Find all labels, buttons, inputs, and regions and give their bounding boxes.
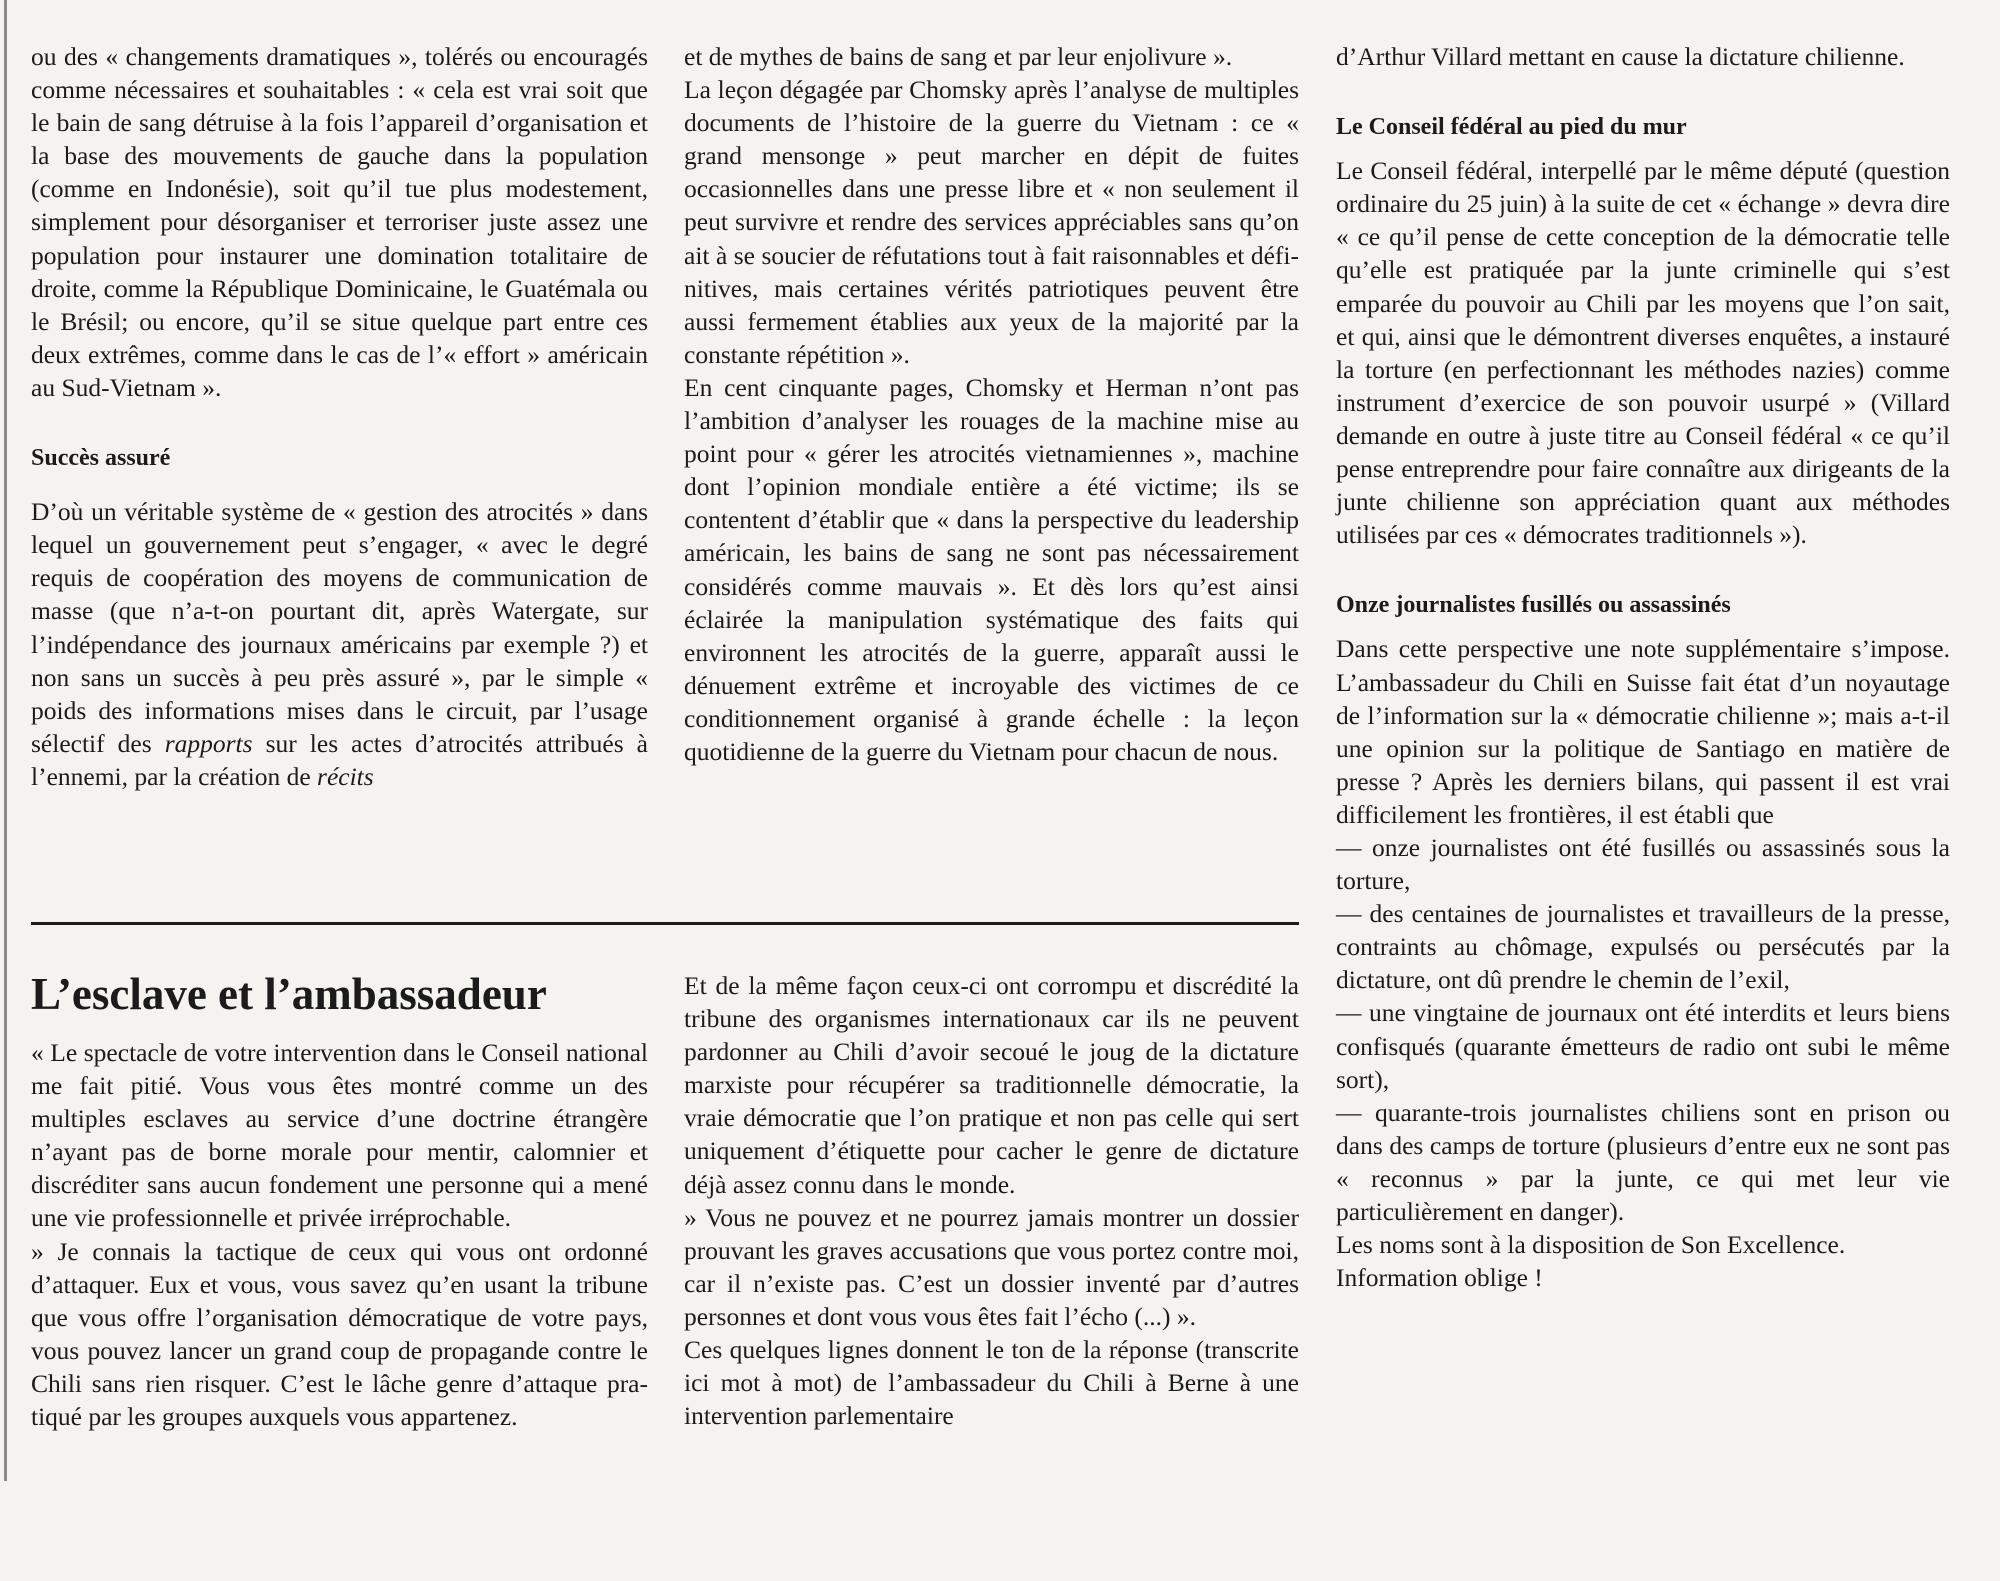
column-2-top	[684, 40, 1299, 768]
paragraph: Et de la même façon ceux-ci ont corrompu et discrédité la tribune des organismes internationaux car ils ne peuvent pardonner au Chili d’avoir secoué le joug de la dictature marxiste pour récupérer sa traditionnelle démocratie, la vraie démocratie que l’on pratique et non pas celle qui sert uniquement d’étiquette pour cacher le genre de dictature déjà assez connu dans le monde.	[684, 971, 1299, 1199]
subheading-onze-journalistes: Onze journalistes fusillés ou assassinés	[1336, 592, 1731, 619]
paragraph: Dans cette perspective une note supplémentaire s’impose. L’ambassadeur du Chili en Suisse fait état d’un noyautage de l’information sur la « démocratie chilienne »; mais a-t-il une opinion sur la politique de Santiago en matière de presse ? Après les derniers bilans, qui passent il est vrai difficilement les frontières, il est établi que	[1336, 634, 1950, 829]
italic-word: récits	[317, 761, 374, 791]
paragraph: Ces quelques lignes donnent le ton de la réponse (transcrite ici mot à mot) de l’ambassadeur du Chili à Berne à une intervention parlementaire	[684, 1335, 1299, 1431]
column-1-bottom	[31, 1036, 648, 1433]
paragraph: d’Arthur Villard mettant en cause la dictature chilienne.	[1336, 42, 1905, 71]
paragraph: Les noms sont à la disposition de Son Excellence.	[1336, 1230, 1846, 1260]
list-item: — quarante-trois journalistes chiliens sont en prison ou dans des camps de torture (plusieurs d’entre eux ne sont pas « reconnus » par la junte, ce qui met leur vie particulièrement en danger).	[1336, 1097, 1950, 1226]
paragraph: « Le spectacle de votre intervention dans le Conseil national me fait pitié. Vous vous êtes montré comme un des multiples esclaves au service d’une doctrine étrangère n’ayant pas de borne morale pour mentir, calomnier et discréditer sans aucun fondement une personne qui a mené une vie professionnelle et privée irréprochable.	[31, 1038, 648, 1233]
section-divider-rule	[31, 922, 1299, 925]
paragraph: Le Conseil fédéral, interpellé par le même député (question ordinaire du 25 juin) à la suite de cet « échange » devra dire « ce qu’il pense de cette conception de la démocratie telle qu’elle est pratiquée par la junte criminelle qui s’est emparée du pouvoir au Chili par les moyens que l’on sait, et qui, ainsi que le démontrent diverses enquêtes, a instauré la torture (en perfectionnant les méthodes nazies) comme instrument d’exercice de son pouvoir usurpé » (Villard demande en outre à juste titre au Conseil fédéral « ce qu’il pense entreprendre pour faire connaître aux dirigeants de la junte chilienne son appréciation quant aux méthodes utilisées par ces « démocrates traditionnels »).	[1336, 156, 1950, 550]
paragraph: En cent cinquante pages, Chomsky et Herman n’ont pas l’ambition d’analyser les rouages de la machine mise au point pour « gérer les atrocités vietnamiennes », machine dont l’opinion mondiale entière a été victime; ils se contentent d’établir que « dans la perspective du leadership américain, les bains de sang ne sont pas nécessairement considérés comme mauvais ». Et dès lors qu’est ainsi éclairée la manipulation systématique des faits qui environnent les atrocités de la guerre, apparaît aussi le dénuement extrême et incroyable des victimes de ce conditionnement organisé à grande échelle : la leçon quotidienne de la guerre du Vietnam pour chacun de nous.	[684, 372, 1299, 766]
list-item: — onze journalistes ont été fusillés ou assassinés sous la torture,	[1336, 832, 1950, 896]
list-item: — une vingtaine de journaux ont été interdits et leurs biens confisqués (quarante émetteurs de radio ont subi le même sort),	[1336, 998, 1950, 1094]
column-2-bottom	[684, 969, 1299, 1432]
column-1-top	[31, 40, 648, 793]
subheading-conseil-federal: Le Conseil fédéral au pied du mur	[1336, 114, 1687, 141]
paragraph: Information oblige !	[1336, 1263, 1543, 1293]
paragraph: » Vous ne pouvez et ne pourrez jamais montrer un dossier prouvant les graves accusations que vous portez contre moi, car il n’existe pas. C’est un dossier inventé par d’autres personnes et dont vous vous êtes fait l’écho (...) ».	[684, 1202, 1299, 1331]
paragraph: La leçon dégagée par Chomsky après l’analyse de multiples documents de l’histoire de la guerre du Vietnam : ce « grand mensonge » peut marcher en dépit de fuites occasionnelles dans une presse libre et « non seulement il peut survivre et rendre des services appréciables sans qu’on ait à se soucier de réfutations tout à fait raisonnables et définitives, mais certaines vérités patriotiques peuvent être aussi fermement établies aux yeux de la majorité par la constante répétition ».	[684, 75, 1299, 369]
italic-word: rapports	[164, 728, 253, 758]
paragraph-text: sur les actes d’atrocités attribués à l’ennemi, par la création de	[31, 728, 648, 791]
paragraph: ou des « changements dramatiques », tolérés ou encouragés comme nécessaires et souhaitables : « cela est vrai soit que le bain de sang détruise à la fois l’appareil d’organisation et la base des mouvements de gauche dans la population (comme en Indonésie), soit qu’il tue plus modestement, simplement pour désorganiser et terroriser juste assez une population pour instaurer une domination totalitaire de droite, comme la République Dominicaine, le Guatémala ou le Brésil; ou encore, qu’il se situe quelque part entre ces deux extrêmes, comme dans le cas de l’« effort » américain au Sud-Vietnam ».	[31, 42, 648, 402]
list-item: — des centaines de journalistes et travailleurs de la presse, contraints au chômage, expulsés ou persécutés par la dictature, ont dû prendre le chemin de l’exil,	[1336, 899, 1950, 995]
paragraph: » Je connais la tactique de ceux qui vous ont ordonné d’attaquer. Eux et vous, vous savez qu’en usant la tribune que vous offre l’organisation démocratique de votre pays, vous pouvez lancer un grand coup de propagande contre le Chili sans rien risquer. C’est le lâche genre d’attaque pratiqué par les groupes auxquels vous appartenez.	[31, 1236, 648, 1432]
subheading-succes-assure: Succès assuré	[31, 445, 171, 472]
column-3	[1336, 40, 1950, 1294]
paragraph: et de mythes de bains de sang et par leur enjolivure ».	[684, 42, 1233, 71]
paragraph-text: D’où un véritable système de « gestion des atrocités » dans lequel un gouvernement peut s’engager, « avec le degré requis de coopération des moyens de communication de masse (que n’a-t-on pourtant dit, après Watergate, sur l’indépendance des journaux américains par exemple ?) et non sans un succès à peu près assuré », par le simple « poids des informations mises dans le circuit, par l’usage sélectif des	[31, 497, 648, 758]
paragraph	[31, 495, 648, 793]
article-headline: L’esclave et l’ambassadeur	[31, 969, 547, 1019]
page-edge-shadow	[4, 0, 7, 1481]
